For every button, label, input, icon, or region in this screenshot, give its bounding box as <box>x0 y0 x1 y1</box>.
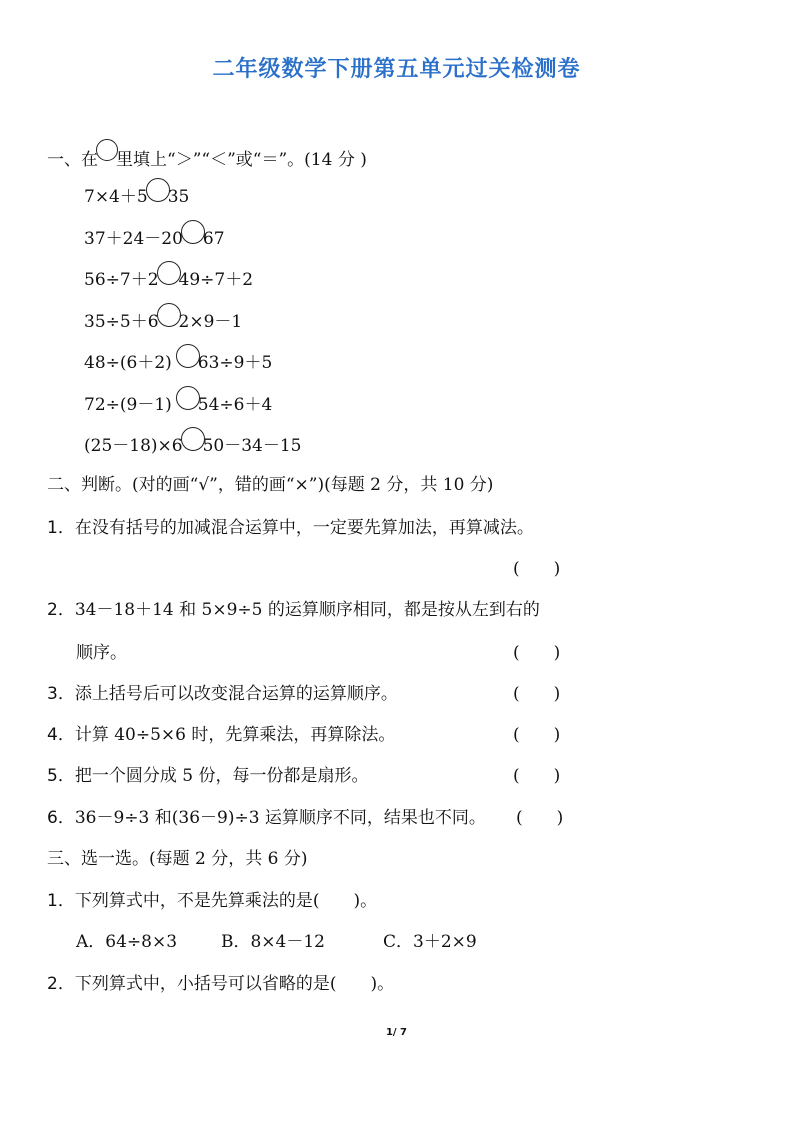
answer-paren-4[interactable]: ( ) <box>513 725 561 745</box>
item-text: 34－18＋14 和 5×9÷5 的运算顺序相同，都是按从左到右的 <box>74 600 540 620</box>
item-number: 6． <box>47 808 75 828</box>
compare-item-1 <box>84 185 189 209</box>
blank-circle[interactable] <box>176 344 200 368</box>
item-number: 2． <box>47 974 75 994</box>
item-left: 35÷5＋6 <box>84 312 159 332</box>
item-left: 37＋24－20 <box>84 229 183 249</box>
compare-item-7 <box>84 434 302 458</box>
choice-question-2 <box>47 972 394 996</box>
item-text: 添上括号后可以改变混合运算的运算顺序。 <box>74 684 398 704</box>
item-right: 50－34－15 <box>202 436 302 456</box>
item-text: 在没有括号的加减混合运算中，一定要先算加法，再算减法。 <box>74 518 534 538</box>
item-text: 把一个圆分成 5 份，每一份都是扇形。 <box>74 766 369 786</box>
item-text: 计算 40÷5×6 时，先算乘法，再算除法。 <box>74 725 396 745</box>
compare-item-2 <box>84 227 225 251</box>
item-number: 4． <box>47 725 75 745</box>
blank-circle[interactable] <box>157 303 181 327</box>
option-a[interactable]: A．64÷8×3 <box>76 932 178 952</box>
section1-suffix: 里填上“＞”“＜”或“＝”。(14 分 ) <box>116 150 367 170</box>
item-number: 1． <box>47 518 75 538</box>
page-number: 1/ 7 <box>385 1027 408 1038</box>
compare-item-4 <box>84 310 242 334</box>
item-left: 7×4＋5 <box>84 187 148 207</box>
judge-item-3 <box>47 682 398 706</box>
answer-paren-6[interactable]: ( ) <box>516 808 564 828</box>
answer-paren-3[interactable]: ( ) <box>513 684 561 704</box>
item-text: 36－9÷3 和(36－9)÷3 运算顺序不同，结果也不同。 <box>74 808 486 828</box>
page-title: 二年级数学下册第五单元过关检测卷 <box>212 57 581 82</box>
compare-item-6 <box>84 393 272 417</box>
judge-item-5 <box>47 764 368 788</box>
item-right: 49÷7＋2 <box>178 270 254 290</box>
item-number: 2． <box>47 600 75 620</box>
item-left: 72÷(9－1) <box>84 395 172 415</box>
option-c[interactable]: C．3＋2×9 <box>383 932 477 952</box>
judge-item-2-cont: 顺序。 <box>76 643 127 663</box>
choice-question-1 <box>47 889 377 913</box>
judge-item-1 <box>47 516 534 540</box>
item-number: 1． <box>47 891 75 911</box>
judge-item-2 <box>47 598 540 622</box>
item-left: 48÷(6＋2) <box>84 353 172 373</box>
item-left: (25－18)×6 <box>84 436 183 456</box>
blank-circle[interactable] <box>181 427 205 451</box>
item-right: 2×9－1 <box>178 312 243 332</box>
option-b[interactable]: B．8×4－12 <box>221 932 326 952</box>
item-text: 下列算式中，小括号可以省略的是( )。 <box>74 974 395 994</box>
item-right: 54÷6＋4 <box>197 395 273 415</box>
compare-item-5 <box>84 351 272 375</box>
blank-circle[interactable] <box>146 178 170 202</box>
answer-paren-1[interactable]: ( ) <box>513 559 561 579</box>
item-number: 5． <box>47 766 75 786</box>
judge-item-4 <box>47 723 395 747</box>
item-right: 63÷9＋5 <box>197 353 273 373</box>
item-text: 下列算式中，不是先算乘法的是( )。 <box>74 891 378 911</box>
section1-heading <box>47 143 367 172</box>
compare-item-3 <box>84 268 253 292</box>
item-right: 35 <box>167 187 190 207</box>
section2-heading: 二、判断。(对的画“√”，错的画“×”)(每题 2 分，共 10 分) <box>47 475 494 495</box>
judge-item-6 <box>47 806 486 830</box>
section1-prefix: 一、在 <box>47 150 98 170</box>
answer-paren-5[interactable]: ( ) <box>513 766 561 786</box>
blank-circle[interactable] <box>176 386 200 410</box>
item-number: 3． <box>47 684 75 704</box>
blank-circle[interactable] <box>96 139 118 161</box>
blank-circle[interactable] <box>181 220 205 244</box>
item-right: 67 <box>202 229 225 249</box>
blank-circle[interactable] <box>157 261 181 285</box>
item-left: 56÷7＋2 <box>84 270 159 290</box>
answer-paren-2[interactable]: ( ) <box>513 643 561 663</box>
section3-heading: 三、选一选。(每题 2 分，共 6 分) <box>47 849 308 869</box>
